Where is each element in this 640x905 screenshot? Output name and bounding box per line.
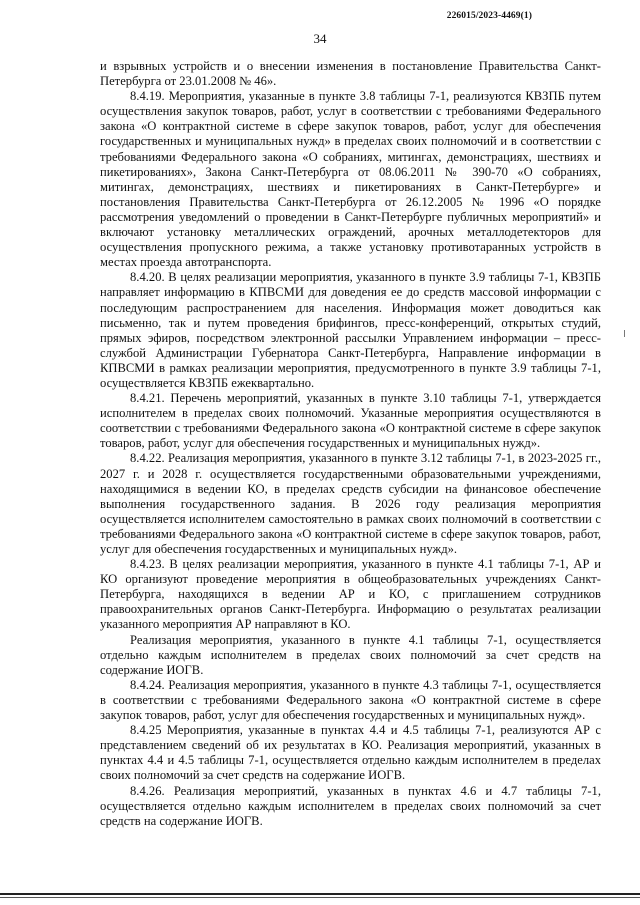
scan-bottom-edge-shadow	[0, 897, 640, 898]
paragraph-8-4-21: 8.4.21. Перечень мероприятий, указанных в пункте 3.10 таблицы 7-1, утверждается исполнителем в пределах своих полномочий. Указанные мероприятия осуществляются в соответствии с требованиями Федерального закона «О контрактной системе в сфере закупок товаров, работ, услуг для обеспечения государственных и муниципальных нужд».	[100, 391, 601, 451]
paragraph-8-4-26: 8.4.26. Реализация мероприятий, указанных в пунктах 4.6 и 4.7 таблицы 7-1, осуществляется отдельно каждым исполнителем в пределах своих полномочий за счет средств на содержание ИОГВ.	[100, 783, 601, 828]
document-body	[100, 59, 601, 829]
paragraph-8-4-23-funding: Реализация мероприятия, указанного в пункте 4.1 таблицы 7-1, осуществляется отдельно каждым исполнителем в пределах своих полномочий за счет средств на содержание ИОГВ.	[100, 632, 601, 677]
paragraph-8-4-20: 8.4.20. В целях реализации мероприятия, указанного в пункте 3.9 таблицы 7-1, КВЗПБ направляет информацию в КПВСМИ для доведения ее до средств массовой информации с последующим распространением для населения. Информация может доводиться как письменно, так и путем проведения брифингов, пресс-конференций, открытых студий, прямых эфиров, посредством электронной рассылки Управлением информации – пресс-службой Администрации Губернатора Санкт-Петербурга, Направление информации в КПВСМИ в рамках реализации мероприятия, предусмотренного в пункте 3.9 таблицы 7-1, осуществляется КВЗПБ ежеквартально.	[100, 270, 601, 390]
scan-bottom-edge	[0, 893, 640, 895]
document-registration-number: 226015/2023-4469(1)	[446, 11, 532, 21]
paragraph-8-4-25: 8.4.25 Мероприятия, указанные в пунктах 4.4 и 4.5 таблицы 7-1, реализуются АР с представлением сведений об их результатах в КО. Реализация мероприятий, указанных в пунктах 4.4 и 4.5 таблицы 7-1, осуществляется отдельно каждым исполнителем в пределах своих полномочий за счет средств на содержание ИОГВ.	[100, 723, 601, 783]
scan-artifact-mark	[624, 330, 625, 337]
paragraph-8-4-23: 8.4.23. В целях реализации мероприятия, указанного в пункте 4.1 таблицы 7-1, АР и КО организуют проведение мероприятия в общеобразовательных учреждениях Санкт-Петербурга, находящихся в ведении АР и КО, с приглашением сотрудников правоохранительных органов Санкт-Петербурга. Информацию о результатах реализации указанного мероприятия АР направляют в КО.	[100, 557, 601, 632]
paragraph-8-4-19: 8.4.19. Мероприятия, указанные в пункте 3.8 таблицы 7-1, реализуются КВЗПБ путем осуществления закупок товаров, работ, услуг в соответствии с требованиями Федерального закона «О контрактной системе в сфере закупок товаров, работ, услуг для обеспечения государственных и муниципальных нужд» в пределах своих полномочий и в соответствии с требованиями Федерального закона «О собраниях, митингах, демонстрациях, шествиях и пикетированиях», Закона Санкт-Петербурга от 08.06.2011 № 390-70 «О собраниях, митингах, демонстрациях, шествиях и пикетированиях в Санкт-Петербурге» и постановления Правительства Санкт-Петербурга от 26.12.2005 № 1996 «О порядке рассмотрения уведомлений о проведении в Санкт-Петербурге публичных мероприятий» и включают установку металлических ограждений, арочных металлодетекторов для осуществления пропускного режима, а также установку противотаранных устройств в местах проезда автотранспорта.	[100, 89, 601, 270]
paragraph-8-4-22: 8.4.22. Реализация мероприятия, указанного в пункте 3.12 таблицы 7-1, в 2023-2025 гг., 2027 г. и 2028 г. осуществляется государственными образовательными учреждениями, находящимися в ведении КО, в пределах средств субсидии на финансовое обеспечение выполнения государственного задания. В 2026 году реализация мероприятия осуществляется исполнителем самостоятельно в рамках своих полномочий в соответствии с требованиями Федерального закона «О контрактной системе в сфере закупок товаров, работ, услуг для обеспечения государственных и муниципальных нужд».	[100, 451, 601, 556]
page-number: 34	[313, 31, 327, 46]
paragraph-continuation: и взрывных устройств и о внесении изменения в постановление Правительства Санкт-Петербурга от 23.01.2008 № 46».	[100, 59, 601, 89]
paragraph-8-4-24: 8.4.24. Реализация мероприятия, указанного в пункте 4.3 таблицы 7-1, осуществляется в соответствии с требованиями Федерального закона «О контрактной системе в сфере закупок товаров, работ, услуг для обеспечения государственных и муниципальных нужд».	[100, 677, 601, 723]
